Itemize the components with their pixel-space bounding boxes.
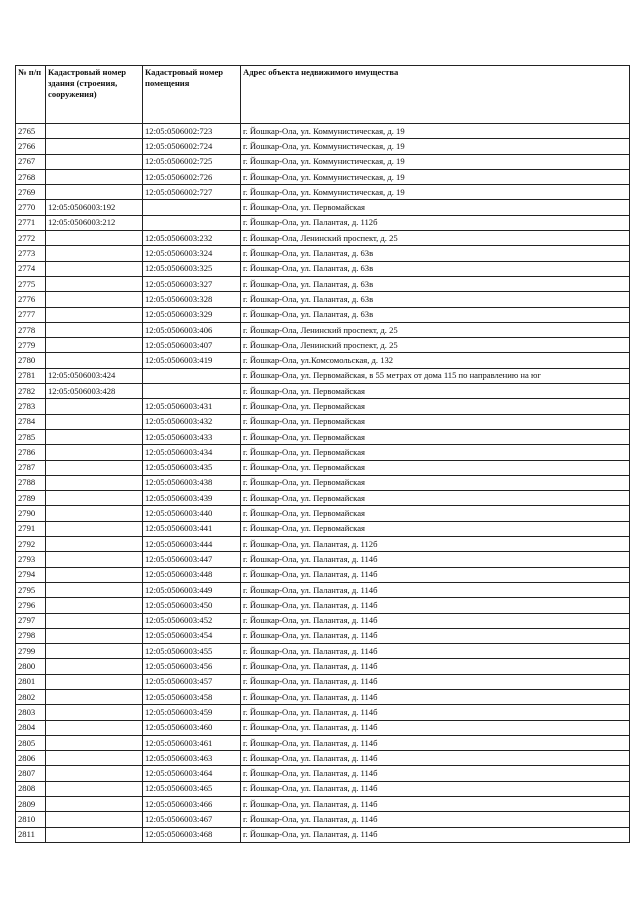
premise-cadastral-number: 12:05:0506003:406 [143, 322, 241, 337]
table-row [16, 521, 630, 536]
building-cadastral-number: 12:05:0506003:212 [46, 215, 143, 230]
premise-cadastral-number: 12:05:0506003:466 [143, 797, 241, 812]
premise-cadastral-number: 12:05:0506003:325 [143, 261, 241, 276]
property-address: г. Йошкар-Ола, ул. Палантая, д. 114б [241, 797, 630, 812]
table-row [16, 766, 630, 781]
table-row [16, 506, 630, 521]
row-number: 2796 [16, 598, 46, 613]
table-row [16, 368, 630, 383]
property-address: г. Йошкар-Ола, ул. Палантая, д. 114б [241, 705, 630, 720]
premise-cadastral-number: 12:05:0506003:457 [143, 674, 241, 689]
row-number: 2777 [16, 307, 46, 322]
premise-cadastral-number: 12:05:0506003:468 [143, 827, 241, 842]
building-cadastral-number [46, 124, 143, 139]
table-row [16, 399, 630, 414]
property-address: г. Йошкар-Ола, ул. Первомайская [241, 521, 630, 536]
row-number: 2766 [16, 139, 46, 154]
table-row [16, 384, 630, 399]
premise-cadastral-number: 12:05:0506003:329 [143, 307, 241, 322]
row-number: 2765 [16, 124, 46, 139]
row-number: 2795 [16, 582, 46, 597]
premise-cadastral-number: 12:05:0506003:460 [143, 720, 241, 735]
premise-cadastral-number: 12:05:0506003:467 [143, 812, 241, 827]
building-cadastral-number [46, 185, 143, 200]
property-address: г. Йошкар-Ола, ул. Палантая, д. 114б [241, 674, 630, 689]
premise-cadastral-number: 12:05:0506003:433 [143, 429, 241, 444]
row-number: 2811 [16, 827, 46, 842]
table-row [16, 812, 630, 827]
row-number: 2784 [16, 414, 46, 429]
premise-cadastral-number: 12:05:0506003:452 [143, 613, 241, 628]
building-cadastral-number [46, 751, 143, 766]
premise-cadastral-number: 12:05:0506003:439 [143, 491, 241, 506]
table-row [16, 322, 630, 337]
building-cadastral-number [46, 582, 143, 597]
table-row [16, 598, 630, 613]
property-address: г. Йошкар-Ола, ул. Коммунистическая, д. 19 [241, 169, 630, 184]
property-address: г. Йошкар-Ола, ул. Палантая, д. 114б [241, 613, 630, 628]
table-row [16, 797, 630, 812]
property-address: г. Йошкар-Ола, ул. Первомайская [241, 414, 630, 429]
property-registry-table [15, 65, 630, 843]
building-cadastral-number: 12:05:0506003:192 [46, 200, 143, 215]
row-number: 2798 [16, 628, 46, 643]
property-address: г. Йошкар-Ола, ул. Коммунистическая, д. 19 [241, 139, 630, 154]
table-row [16, 567, 630, 582]
building-cadastral-number [46, 246, 143, 261]
building-cadastral-number [46, 154, 143, 169]
table-row [16, 154, 630, 169]
building-cadastral-number [46, 567, 143, 582]
building-cadastral-number [46, 429, 143, 444]
building-cadastral-number [46, 613, 143, 628]
premise-cadastral-number: 12:05:0506002:724 [143, 139, 241, 154]
row-number: 2802 [16, 689, 46, 704]
table-row [16, 720, 630, 735]
row-number: 2806 [16, 751, 46, 766]
table-row [16, 827, 630, 842]
row-number: 2805 [16, 735, 46, 750]
property-address: г. Йошкар-Ола, ул. Палантая, д. 114б [241, 567, 630, 582]
premise-cadastral-number: 12:05:0506003:434 [143, 445, 241, 460]
table-row [16, 445, 630, 460]
building-cadastral-number [46, 414, 143, 429]
row-number: 2789 [16, 491, 46, 506]
premise-cadastral-number [143, 215, 241, 230]
building-cadastral-number [46, 139, 143, 154]
property-address: г. Йошкар-Ола, ул. Коммунистическая, д. 19 [241, 185, 630, 200]
row-number: 2810 [16, 812, 46, 827]
property-address: г. Йошкар-Ола, ул. Первомайская [241, 491, 630, 506]
row-number: 2786 [16, 445, 46, 460]
property-address: г. Йошкар-Ола, ул. Палантая, д. 114б [241, 689, 630, 704]
table-row [16, 124, 630, 139]
building-cadastral-number [46, 812, 143, 827]
table-row [16, 582, 630, 597]
table-row [16, 429, 630, 444]
table-row [16, 215, 630, 230]
property-address: г. Йошкар-Ола, ул. Первомайская [241, 429, 630, 444]
premise-cadastral-number: 12:05:0506003:444 [143, 537, 241, 552]
building-cadastral-number [46, 169, 143, 184]
property-address: г. Йошкар-Ола, ул. Палантая, д. 63в [241, 276, 630, 291]
premise-cadastral-number: 12:05:0506003:324 [143, 246, 241, 261]
premise-cadastral-number: 12:05:0506002:725 [143, 154, 241, 169]
row-number: 2767 [16, 154, 46, 169]
row-number: 2800 [16, 659, 46, 674]
table-row [16, 689, 630, 704]
row-number: 2790 [16, 506, 46, 521]
premise-cadastral-number: 12:05:0506002:727 [143, 185, 241, 200]
property-address: г. Йошкар-Ола, ул. Палантая, д. 114б [241, 598, 630, 613]
property-address: г. Йошкар-Ола, ул. Палантая, д. 112б [241, 537, 630, 552]
table-row [16, 674, 630, 689]
table-row [16, 169, 630, 184]
table-row [16, 307, 630, 322]
premise-cadastral-number: 12:05:0506003:232 [143, 231, 241, 246]
premise-cadastral-number: 12:05:0506002:726 [143, 169, 241, 184]
building-cadastral-number [46, 705, 143, 720]
table-row [16, 475, 630, 490]
building-cadastral-number [46, 797, 143, 812]
property-address: г. Йошкар-Ола, ул. Палантая, д. 114б [241, 735, 630, 750]
row-number: 2807 [16, 766, 46, 781]
building-cadastral-number [46, 735, 143, 750]
premise-cadastral-number: 12:05:0506002:723 [143, 124, 241, 139]
premise-cadastral-number [143, 384, 241, 399]
row-number: 2779 [16, 338, 46, 353]
header-premise-cadastral: Кадастровый номер помещения [143, 66, 241, 124]
header-address: Адрес объекта недвижимого имущества [241, 66, 630, 124]
table-header [16, 66, 630, 124]
property-address: г. Йошкар-Ола, ул. Палантая, д. 114б [241, 628, 630, 643]
row-number: 2768 [16, 169, 46, 184]
property-address: г. Йошкар-Ола, ул. Палантая, д. 114б [241, 751, 630, 766]
row-number: 2774 [16, 261, 46, 276]
premise-cadastral-number: 12:05:0506003:449 [143, 582, 241, 597]
building-cadastral-number [46, 674, 143, 689]
property-address: г. Йошкар-Ола, Ленинский проспект, д. 25 [241, 338, 630, 353]
property-address: г. Йошкар-Ола, ул. Первомайская [241, 384, 630, 399]
premise-cadastral-number: 12:05:0506003:441 [143, 521, 241, 536]
property-address: г. Йошкар-Ола, Ленинский проспект, д. 25 [241, 322, 630, 337]
property-address: г. Йошкар-Ола, ул. Палантая, д. 114б [241, 659, 630, 674]
property-address: г. Йошкар-Ола, ул. Палантая, д. 114б [241, 766, 630, 781]
property-address: г. Йошкар-Ола, ул. Палантая, д. 114б [241, 582, 630, 597]
property-address: г. Йошкар-Ола, ул. Палантая, д. 114б [241, 644, 630, 659]
table-row [16, 185, 630, 200]
building-cadastral-number [46, 506, 143, 521]
row-number: 2783 [16, 399, 46, 414]
row-number: 2780 [16, 353, 46, 368]
building-cadastral-number [46, 292, 143, 307]
premise-cadastral-number: 12:05:0506003:465 [143, 781, 241, 796]
row-number: 2791 [16, 521, 46, 536]
building-cadastral-number [46, 261, 143, 276]
premise-cadastral-number: 12:05:0506003:448 [143, 567, 241, 582]
premise-cadastral-number: 12:05:0506003:463 [143, 751, 241, 766]
row-number: 2770 [16, 200, 46, 215]
row-number: 2771 [16, 215, 46, 230]
premise-cadastral-number: 12:05:0506003:407 [143, 338, 241, 353]
row-number: 2781 [16, 368, 46, 383]
row-number: 2785 [16, 429, 46, 444]
table-row [16, 338, 630, 353]
property-address: г. Йошкар-Ола, ул. Коммунистическая, д. 19 [241, 154, 630, 169]
premise-cadastral-number [143, 200, 241, 215]
header-building-cadastral: Кадастровый номер здания (строения, сооружения) [46, 66, 143, 124]
table-row [16, 628, 630, 643]
row-number: 2809 [16, 797, 46, 812]
header-number: № п/п [16, 66, 46, 124]
row-number: 2804 [16, 720, 46, 735]
building-cadastral-number [46, 475, 143, 490]
row-number: 2797 [16, 613, 46, 628]
row-number: 2808 [16, 781, 46, 796]
building-cadastral-number [46, 781, 143, 796]
table-row [16, 200, 630, 215]
property-address: г. Йошкар-Ола, ул. Палантая, д. 114б [241, 552, 630, 567]
property-address: г. Йошкар-Ола, ул. Палантая, д. 112б [241, 215, 630, 230]
row-number: 2772 [16, 231, 46, 246]
property-address: г. Йошкар-Ола, ул. Палантая, д. 114б [241, 781, 630, 796]
premise-cadastral-number: 12:05:0506003:447 [143, 552, 241, 567]
table-row [16, 276, 630, 291]
table-row [16, 659, 630, 674]
building-cadastral-number [46, 720, 143, 735]
premise-cadastral-number: 12:05:0506003:440 [143, 506, 241, 521]
row-number: 2792 [16, 537, 46, 552]
table-row [16, 292, 630, 307]
table-row [16, 552, 630, 567]
building-cadastral-number [46, 598, 143, 613]
row-number: 2776 [16, 292, 46, 307]
building-cadastral-number [46, 460, 143, 475]
premise-cadastral-number: 12:05:0506003:464 [143, 766, 241, 781]
premise-cadastral-number: 12:05:0506003:328 [143, 292, 241, 307]
premise-cadastral-number: 12:05:0506003:461 [143, 735, 241, 750]
building-cadastral-number: 12:05:0506003:424 [46, 368, 143, 383]
row-number: 2799 [16, 644, 46, 659]
building-cadastral-number [46, 491, 143, 506]
property-address: г. Йошкар-Ола, ул. Первомайская [241, 200, 630, 215]
property-address: г. Йошкар-Ола, ул. Первомайская [241, 399, 630, 414]
building-cadastral-number [46, 521, 143, 536]
table-row [16, 537, 630, 552]
table-row [16, 491, 630, 506]
property-address: г. Йошкар-Ола, ул. Первомайская, в 55 метрах от дома 115 по направлению на юг [241, 368, 630, 383]
building-cadastral-number [46, 628, 143, 643]
premise-cadastral-number: 12:05:0506003:435 [143, 460, 241, 475]
table-row [16, 751, 630, 766]
table-row [16, 460, 630, 475]
premise-cadastral-number: 12:05:0506003:458 [143, 689, 241, 704]
building-cadastral-number [46, 307, 143, 322]
premise-cadastral-number: 12:05:0506003:432 [143, 414, 241, 429]
row-number: 2801 [16, 674, 46, 689]
property-address: г. Йошкар-Ола, ул. Палантая, д. 114б [241, 720, 630, 735]
property-address: г. Йошкар-Ола, ул. Коммунистическая, д. 19 [241, 124, 630, 139]
building-cadastral-number [46, 353, 143, 368]
building-cadastral-number [46, 766, 143, 781]
building-cadastral-number [46, 689, 143, 704]
row-number: 2778 [16, 322, 46, 337]
table-body [16, 124, 630, 843]
building-cadastral-number [46, 644, 143, 659]
row-number: 2787 [16, 460, 46, 475]
building-cadastral-number [46, 231, 143, 246]
row-number: 2793 [16, 552, 46, 567]
premise-cadastral-number: 12:05:0506003:456 [143, 659, 241, 674]
premise-cadastral-number: 12:05:0506003:459 [143, 705, 241, 720]
table-row [16, 735, 630, 750]
property-address: г. Йошкар-Ола, Ленинский проспект, д. 25 [241, 231, 630, 246]
row-number: 2775 [16, 276, 46, 291]
premise-cadastral-number: 12:05:0506003:455 [143, 644, 241, 659]
premise-cadastral-number [143, 368, 241, 383]
property-address: г. Йошкар-Ола, ул. Первомайская [241, 475, 630, 490]
property-address: г. Йошкар-Ола, ул. Первомайская [241, 506, 630, 521]
table-row [16, 414, 630, 429]
building-cadastral-number [46, 827, 143, 842]
table-row [16, 613, 630, 628]
building-cadastral-number [46, 276, 143, 291]
building-cadastral-number [46, 552, 143, 567]
property-address: г. Йошкар-Ола, ул. Палантая, д. 114б [241, 812, 630, 827]
table-row [16, 353, 630, 368]
building-cadastral-number [46, 338, 143, 353]
premise-cadastral-number: 12:05:0506003:454 [143, 628, 241, 643]
table-row [16, 231, 630, 246]
premise-cadastral-number: 12:05:0506003:431 [143, 399, 241, 414]
property-address: г. Йошкар-Ола, ул. Палантая, д. 63в [241, 307, 630, 322]
property-address: г. Йошкар-Ола, ул. Палантая, д. 63в [241, 246, 630, 261]
table-row [16, 705, 630, 720]
premise-cadastral-number: 12:05:0506003:438 [143, 475, 241, 490]
building-cadastral-number [46, 322, 143, 337]
property-address: г. Йошкар-Ола, ул. Первомайская [241, 445, 630, 460]
table-row [16, 139, 630, 154]
premise-cadastral-number: 12:05:0506003:327 [143, 276, 241, 291]
premise-cadastral-number: 12:05:0506003:419 [143, 353, 241, 368]
building-cadastral-number [46, 659, 143, 674]
building-cadastral-number [46, 537, 143, 552]
row-number: 2769 [16, 185, 46, 200]
building-cadastral-number [46, 399, 143, 414]
table-row [16, 261, 630, 276]
row-number: 2794 [16, 567, 46, 582]
premise-cadastral-number: 12:05:0506003:450 [143, 598, 241, 613]
building-cadastral-number [46, 445, 143, 460]
row-number: 2773 [16, 246, 46, 261]
header-row [16, 66, 630, 124]
property-address: г. Йошкар-Ола, ул. Палантая, д. 63в [241, 292, 630, 307]
property-address: г. Йошкар-Ола, ул. Палантая, д. 63в [241, 261, 630, 276]
property-address: г. Йошкар-Ола, ул.Комсомольская, д. 132 [241, 353, 630, 368]
row-number: 2782 [16, 384, 46, 399]
property-address: г. Йошкар-Ола, ул. Палантая, д. 114б [241, 827, 630, 842]
table-row [16, 644, 630, 659]
building-cadastral-number: 12:05:0506003:428 [46, 384, 143, 399]
property-address: г. Йошкар-Ола, ул. Первомайская [241, 460, 630, 475]
table-row [16, 781, 630, 796]
row-number: 2803 [16, 705, 46, 720]
row-number: 2788 [16, 475, 46, 490]
table-row [16, 246, 630, 261]
